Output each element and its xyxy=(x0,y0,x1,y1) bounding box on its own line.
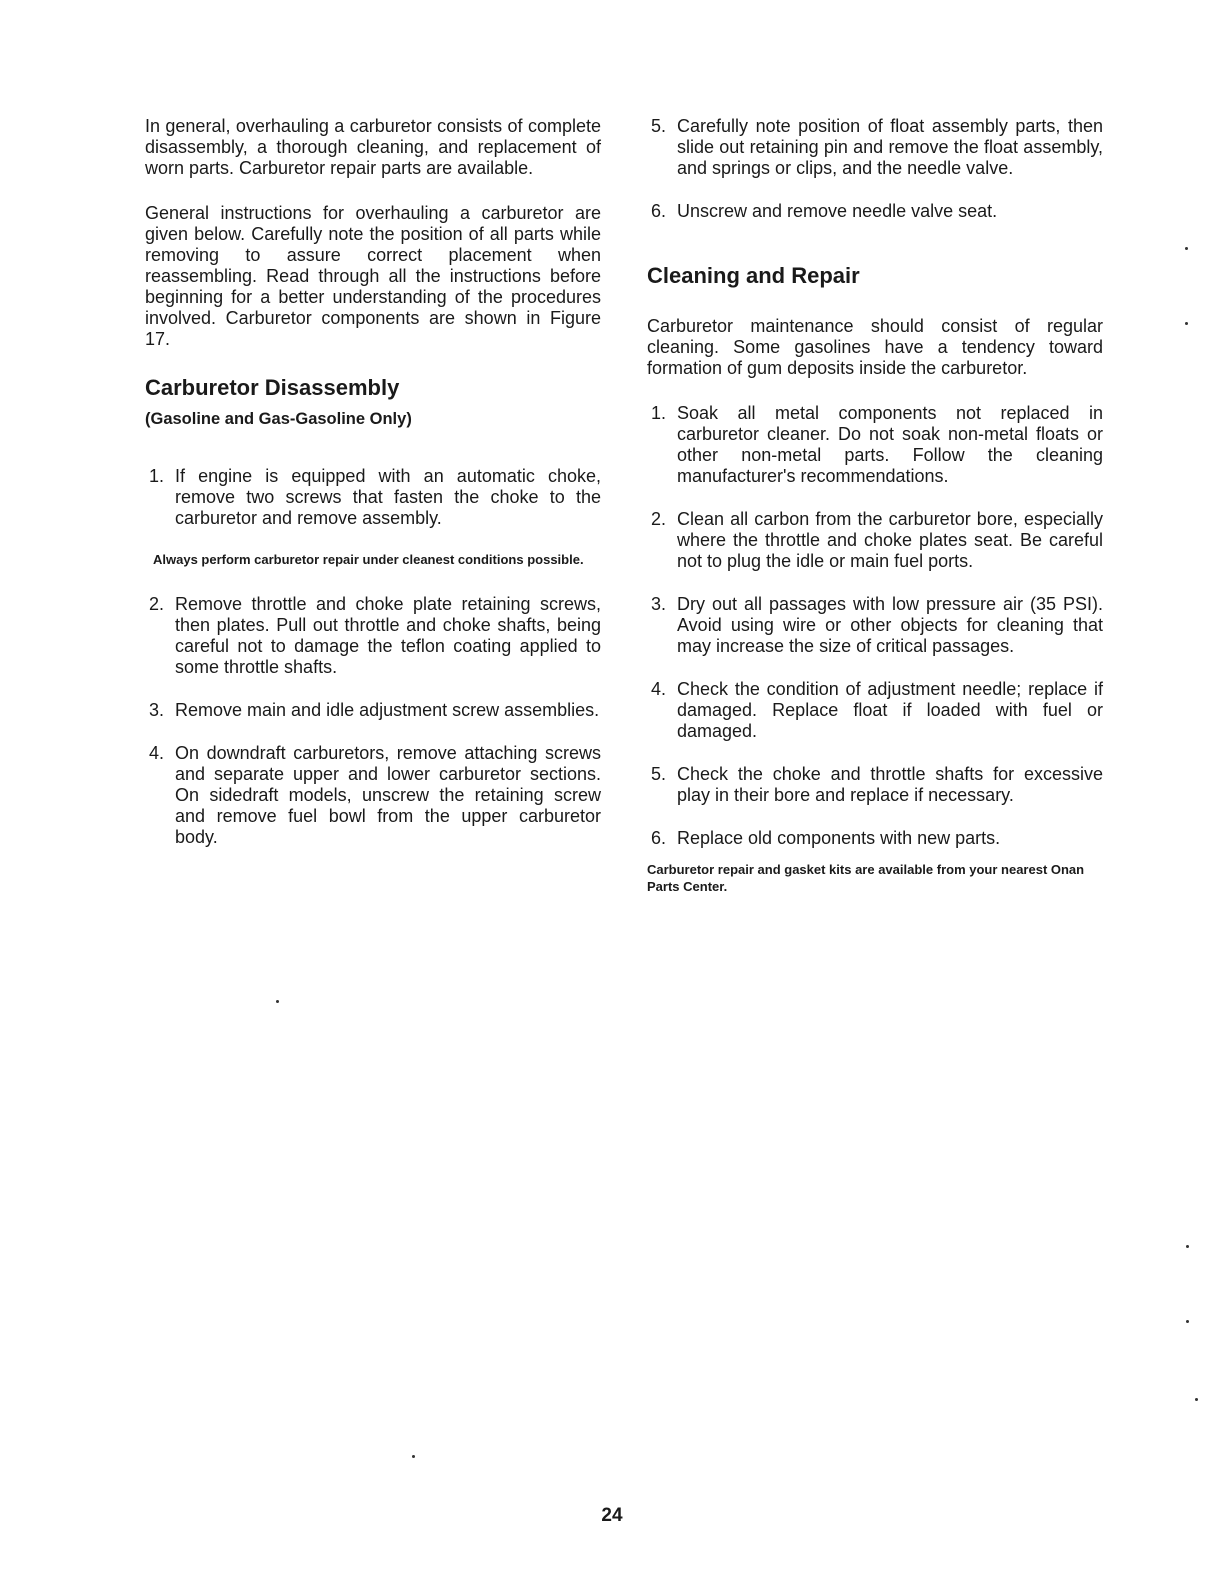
carburetor-disassembly-heading: Carburetor Disassembly xyxy=(145,375,400,400)
scan-speck xyxy=(1195,1398,1198,1401)
intro-paragraph-2: General instructions for overhauling a carburetor are given below. Carefully note the position of all parts while removing to assure correct placement when reassembling. Read through all the instructions before beginning for a better understanding of the procedures involved. Carburetor components are shown in Figure 17. xyxy=(145,203,601,349)
cleaning-and-repair-heading: Cleaning and Repair xyxy=(647,263,860,288)
page-number: 24 xyxy=(601,1505,623,1526)
step-number: 1. xyxy=(651,403,667,423)
step-text: Dry out all passages with low pressure air (35 PSI). Avoid using wire or other objects for cleaning that may increase the size of critical passages. xyxy=(677,594,1103,656)
step-number: 2. xyxy=(651,509,667,529)
disassembly-steps-part-2 xyxy=(145,594,601,848)
step-text: Soak all metal components not replaced in carburetor cleaner. Do not soak non-metal floats or other non-metal parts. Follow the cleaning manufacturer's recommendations. xyxy=(677,403,1103,486)
right-column xyxy=(647,116,1103,921)
step-text: Check the condition of adjustment needle; replace if damaged. Replace float if loaded with fuel or damaged. xyxy=(677,679,1103,741)
left-column xyxy=(145,116,601,870)
step-text: Remove main and idle adjustment screw assemblies. xyxy=(175,700,600,720)
disassembly-steps-part-1 xyxy=(145,466,601,529)
cleaning-steps xyxy=(647,403,1103,849)
list-item xyxy=(145,700,601,721)
step-number: 3. xyxy=(149,700,165,720)
list-item xyxy=(145,743,601,848)
step-text: Carefully note position of float assembly parts, then slide out retaining pin and remove the float assembly, and springs or clips, and the needle valve. xyxy=(677,116,1103,178)
scan-speck xyxy=(1185,247,1188,250)
step-number: 5. xyxy=(651,116,667,136)
step-number: 6. xyxy=(651,828,667,848)
step-number: 2. xyxy=(149,594,165,614)
scan-speck xyxy=(1186,1320,1189,1323)
cleanliness-note: Always perform carburetor repair under cleanest conditions possible. xyxy=(153,552,584,567)
list-item xyxy=(145,466,601,529)
disassembly-steps-continued xyxy=(647,116,1103,222)
step-text: Replace old components with new parts. xyxy=(677,828,1001,848)
list-item xyxy=(647,201,1103,222)
list-item xyxy=(145,594,601,678)
list-item xyxy=(647,679,1103,742)
scan-speck xyxy=(276,1000,279,1003)
step-text: Clean all carbon from the carburetor bore, especially where the throttle and choke plates seat. Be careful not to plug the idle or main fuel ports. xyxy=(677,509,1103,571)
scan-speck xyxy=(1186,1245,1189,1248)
step-text: On downdraft carburetors, remove attaching screws and separate upper and lower carburetor sections. On sidedraft models, unscrew the retaining screw and remove fuel bowl from the upper carburetor body. xyxy=(175,743,601,847)
step-number: 1. xyxy=(149,466,165,486)
step-number: 6. xyxy=(651,201,667,221)
step-text: Unscrew and remove needle valve seat. xyxy=(677,201,998,221)
list-item xyxy=(647,764,1103,806)
step-number: 4. xyxy=(651,679,667,699)
intro-paragraph-1: In general, overhauling a carburetor consists of complete disassembly, a thorough cleaning, and replacement of worn parts. Carburetor repair parts are available. xyxy=(145,116,601,178)
list-item xyxy=(647,509,1103,572)
cleaning-intro: Carburetor maintenance should consist of regular cleaning. Some gasolines have a tendency toward formation of gum deposits inside the carburetor. xyxy=(647,316,1103,378)
parts-center-note: Carburetor repair and gasket kits are available from your nearest Onan Parts Center. xyxy=(647,862,1085,894)
scan-speck xyxy=(1185,322,1188,325)
step-text: Check the choke and throttle shafts for excessive play in their bore and replace if necessary. xyxy=(677,764,1103,805)
step-number: 3. xyxy=(651,594,667,614)
list-item xyxy=(647,828,1103,849)
list-item xyxy=(647,116,1103,179)
step-number: 4. xyxy=(149,743,165,763)
step-text: Remove throttle and choke plate retaining screws, then plates. Pull out throttle and choke shafts, being careful not to damage the teflon coating applied to some throttle shafts. xyxy=(175,594,601,677)
list-item xyxy=(647,594,1103,657)
scan-speck xyxy=(412,1455,415,1458)
step-text: If engine is equipped with an automatic choke, remove two screws that fasten the choke to the carburetor and remove assembly. xyxy=(175,466,601,528)
list-item xyxy=(647,403,1103,487)
step-number: 5. xyxy=(651,764,667,784)
gasoline-only-subheading: (Gasoline and Gas-Gasoline Only) xyxy=(145,410,412,428)
